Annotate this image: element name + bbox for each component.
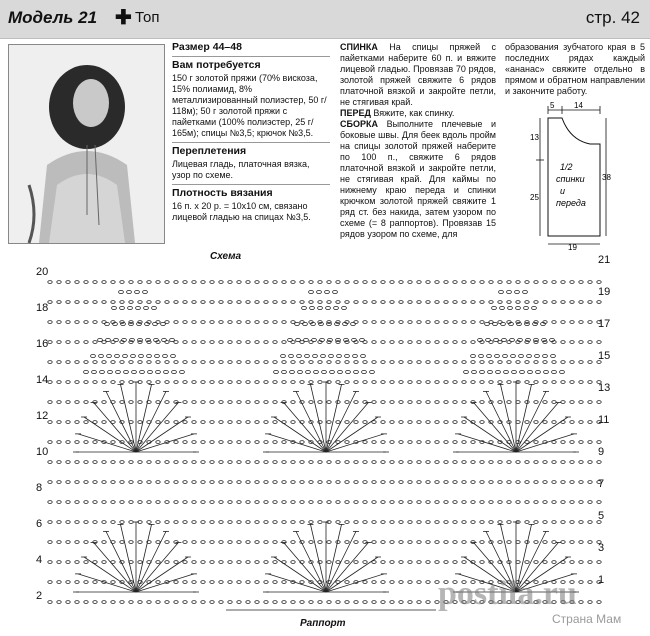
stitches-heading: Переплетения bbox=[172, 145, 247, 157]
watermark-caption: Страна Мам bbox=[552, 612, 622, 626]
row-number: 9 bbox=[598, 446, 605, 458]
row-number: 4 bbox=[36, 554, 43, 566]
dim-label: 25 bbox=[530, 193, 539, 202]
crochet-chart bbox=[46, 262, 606, 612]
divider bbox=[172, 142, 330, 143]
front-section bbox=[340, 108, 496, 119]
row-number: 7 bbox=[598, 478, 605, 490]
rapport-label: Раппорт bbox=[300, 618, 346, 629]
density-text: 16 п. х 20 р. = 10х10 см, связано лицевой гладью на спицах №3,5. bbox=[172, 201, 311, 222]
assembly-section bbox=[340, 119, 496, 240]
row-number: 21 bbox=[598, 254, 611, 266]
watermark-logo: postila.ru bbox=[438, 575, 577, 612]
info-column bbox=[172, 42, 330, 223]
back-section bbox=[340, 42, 496, 108]
density-heading: Плотность вязания bbox=[172, 187, 273, 199]
row-number: 14 bbox=[36, 374, 49, 386]
assembly-text: Выполните плечевые и боковые швы. Для беек вдоль пройм на спицы золотой пряжей наберите по 100 п., свяжите 6 рядов платочной вязкой и закройте петли, не стягивая край. Для каймы по нижнему краю переда и спинки крючком золотой пряжей свяжите 1 ряд ст. без накида, затем узором по схеме (= 8 раппортов). Провязав 15 рядов узором по схеме, для bbox=[340, 119, 496, 239]
dim-label: 19 bbox=[568, 243, 577, 252]
row-number: 17 bbox=[598, 318, 611, 330]
row-number: 6 bbox=[36, 518, 43, 530]
pattern-label-line-4: переда bbox=[556, 198, 586, 208]
assembly-heading: СБОРКА bbox=[340, 119, 378, 129]
front-heading: ПЕРЕД bbox=[340, 108, 371, 118]
dim-label: 14 bbox=[574, 101, 583, 110]
pattern-label-line-2: спинки bbox=[556, 174, 585, 184]
front-text: Вяжите, как спинку. bbox=[373, 108, 455, 118]
row-number: 2 bbox=[36, 590, 43, 602]
row-number: 18 bbox=[36, 302, 49, 314]
dim-label: 5 bbox=[550, 101, 555, 110]
row-number: 13 bbox=[598, 382, 611, 394]
row-number: 10 bbox=[36, 446, 49, 458]
row-number: 20 bbox=[36, 266, 49, 278]
model-title: Модель 21 bbox=[8, 8, 98, 27]
divider bbox=[172, 56, 330, 57]
dim-label: 38 bbox=[602, 173, 611, 182]
row-number: 3 bbox=[598, 542, 605, 554]
model-photo bbox=[8, 44, 165, 244]
stitches-text: Лицевая гладь, платочная вязка, узор по схеме. bbox=[172, 159, 310, 180]
back-text: На спицы пряжей с пайетками наберите 60 п. и вяжите лицевой гладью. Провязав 70 рядов, золотой пряжей свяжите 6 рядов платочной вязкой и закройте петли, не стягивая край. bbox=[340, 42, 496, 107]
row-number: 11 bbox=[598, 414, 610, 426]
back-heading: СПИНКА bbox=[340, 42, 378, 52]
instructions-column bbox=[340, 42, 496, 240]
row-number: 16 bbox=[36, 338, 49, 350]
size-heading: Размер 44–48 bbox=[172, 41, 242, 53]
continuation-column bbox=[505, 42, 645, 97]
materials-text: 150 г золотой пряжи (70% вискоза, 15% полиамид, 8% металлизированный полиэстер, 50 г/ 118м); 50 г золотой пряжи с пайетками (100% полиэстер, 25 г/ 165м); спицы №3,5; крючок №3,5. bbox=[172, 73, 327, 138]
divider bbox=[172, 184, 330, 185]
page-number: стр. 42 bbox=[585, 8, 640, 27]
row-number: 19 bbox=[598, 286, 611, 298]
row-number: 1 bbox=[598, 574, 605, 586]
row-number: 12 bbox=[36, 410, 49, 422]
row-number: 5 bbox=[598, 510, 605, 522]
pattern-label-line-1: 1/2 bbox=[560, 162, 573, 172]
pattern-diagram bbox=[530, 100, 610, 250]
pattern-label-line-3: и bbox=[560, 186, 566, 196]
schema-title: Схема bbox=[210, 251, 242, 262]
row-number: 8 bbox=[36, 482, 43, 494]
row-number: 15 bbox=[598, 350, 611, 362]
dim-label: 13 bbox=[530, 133, 539, 142]
continuation-text: образования зубчатого края в 5 последних рядах каждый «ананас» свяжите отдельно в прямом и обратном направлении и закончите работу. bbox=[505, 42, 645, 96]
page-header bbox=[0, 0, 650, 39]
cross-icon: ✚ bbox=[115, 7, 132, 29]
item-title: Топ bbox=[135, 9, 160, 26]
materials-heading: Вам потребуется bbox=[172, 59, 261, 71]
